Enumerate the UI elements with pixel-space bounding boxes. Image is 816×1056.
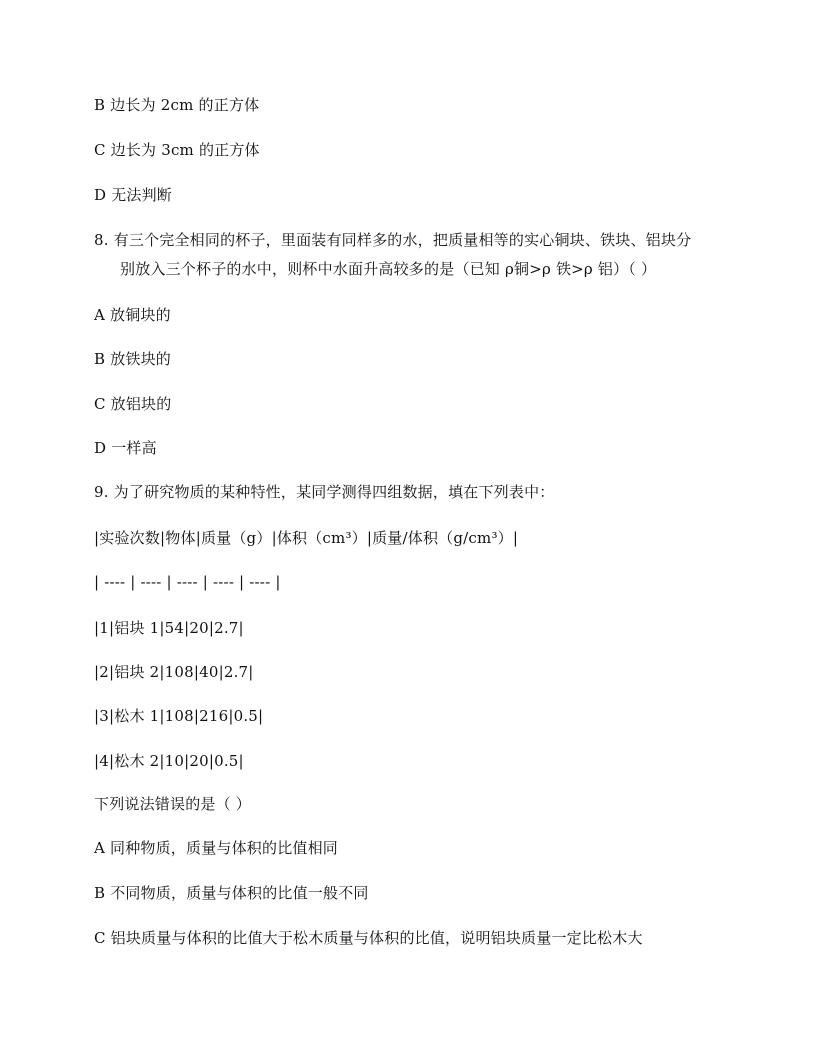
table-row-3: |3|松木 1|108|216|0.5| [94,707,264,725]
table-row-4: |4|松木 2|10|20|0.5| [94,752,244,770]
option-a-same-substance: A 同种物质，质量与体积的比值相同 [94,839,339,857]
table-separator-row: | ---- | ---- | ---- | ---- | ---- | [94,573,281,591]
option-d-cannot-judge: D 无法判断 [94,186,172,204]
question-9-prompt: 下列说法错误的是（ ） [94,795,251,813]
option-b-iron: B 放铁块的 [94,350,171,368]
question-8-line-2: 别放入三个杯子的水中，则杯中水面升高较多的是（已知 ρ铜>ρ 铁>ρ 铝）（ ） [120,260,657,278]
option-c-aluminum: C 放铝块的 [94,395,172,413]
option-b-different-substance: B 不同物质，质量与体积的比值一般不同 [94,884,369,902]
option-d-same-height: D 一样高 [94,439,157,457]
option-a-copper: A 放铜块的 [94,306,171,324]
option-c-aluminum-vs-pine: C 铝块质量与体积的比值大于松木质量与体积的比值，说明铝块质量一定比松木大 [94,929,643,947]
question-9-stem: 9. 为了研究物质的某种特性，某同学测得四组数据，填在下列表中： [94,483,555,501]
option-c-cube-3cm: C 边长为 3cm 的正方体 [94,141,260,159]
table-header-row: |实验次数|物体|质量（g）|体积（cm³）|质量/体积（g/cm³）| [94,529,519,547]
option-b-cube-2cm: B 边长为 2cm 的正方体 [94,96,260,114]
table-row-1: |1|铝块 1|54|20|2.7| [94,619,244,637]
table-row-2: |2|铝块 2|108|40|2.7| [94,663,254,681]
question-8-line-1: 8. 有三个完全相同的杯子，里面装有同样多的水，把质量相等的实心铜块、铁块、铝块分 [94,231,692,249]
